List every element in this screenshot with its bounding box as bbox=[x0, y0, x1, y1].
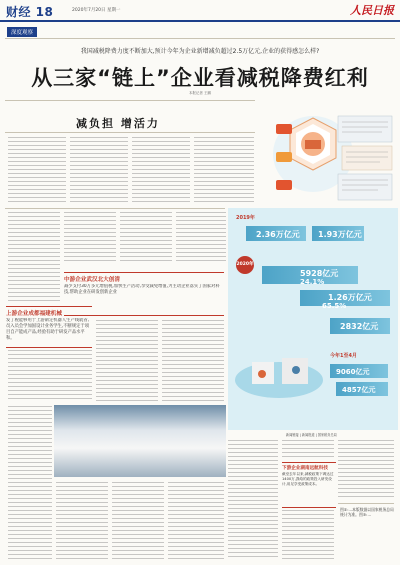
section-title: 财经 18 bbox=[6, 5, 54, 19]
callout-midstream bbox=[64, 272, 224, 316]
body-column bbox=[132, 137, 190, 205]
column-tag: 深度观察 bbox=[7, 27, 37, 37]
body-column bbox=[120, 212, 172, 264]
top-divider bbox=[5, 38, 395, 39]
body-column bbox=[8, 212, 60, 302]
news-photo bbox=[54, 405, 226, 477]
stat-value: 24.1% bbox=[300, 278, 325, 286]
body-column bbox=[176, 212, 226, 264]
body-column bbox=[168, 482, 224, 560]
standfirst: 我国减税降费力度不断加大,预计今年为企业新增减负超过2.5万亿元,企业的获得感怎么样? bbox=[80, 48, 320, 55]
body-column bbox=[194, 137, 254, 205]
callout-upstream-title: 上游企业成都福建机械 bbox=[6, 311, 62, 317]
body-column bbox=[8, 137, 66, 205]
callout-upstream-text: 发了税能够用于上游制定机器人生产线就省,员入员会学加固设计业务学生,不断规定于项目自产能成产品,经验有助于研发产品水平和。 bbox=[6, 318, 90, 341]
body-column bbox=[112, 482, 164, 560]
stat-value: 9060亿元 bbox=[336, 368, 370, 376]
body-column bbox=[282, 440, 334, 460]
body-column bbox=[96, 320, 158, 402]
headline: 从三家“链上”企业看减税降费红利 bbox=[31, 66, 369, 90]
body-column bbox=[338, 440, 394, 500]
callout-downstream-title: 下游企业湖南远航科技 bbox=[282, 466, 328, 471]
byline: 本报记者 王鹏 bbox=[188, 91, 212, 95]
callout-midstream-text: 减少支付30万多元增值税,加快生产活动,享受减免增值,为主动企业落实了国家对科技,帮助企业在研发创新企业 bbox=[64, 284, 220, 295]
body-column bbox=[162, 320, 224, 402]
year-label-jan-apr: 今年1至4月 bbox=[330, 353, 357, 359]
stat-value: 1.93万亿元 bbox=[318, 230, 362, 239]
body-column bbox=[282, 510, 334, 560]
callout-downstream bbox=[282, 462, 336, 508]
photo-caption: 新闻链接 | 新闻报道 | 国家税务总局 bbox=[286, 433, 337, 437]
photo-credit-note: 图②:...本版数据以国家税务总局统计为准。图③:... bbox=[340, 507, 394, 517]
body-column bbox=[70, 137, 128, 205]
stat-value: 2.36万亿元 bbox=[256, 230, 300, 239]
callout-downstream-text: 截至去年以来,减税政策下调达过1400万,我给的政策投入研发设计,用足享受政策成本。 bbox=[282, 472, 334, 486]
stat-value: 4857亿元 bbox=[342, 386, 376, 394]
office-illustration bbox=[232, 344, 326, 400]
divider bbox=[5, 208, 225, 209]
subhead-rule-bottom bbox=[5, 132, 255, 133]
stat-value: 5928亿元 bbox=[300, 269, 339, 278]
body-column bbox=[8, 350, 92, 402]
stat-value: 2832亿元 bbox=[340, 322, 379, 331]
issue-date: 2020年7月20日 星期一 bbox=[72, 8, 121, 13]
body-column bbox=[64, 212, 116, 264]
year-label-2019: 2019年 bbox=[236, 215, 255, 221]
value-chain-graphic bbox=[258, 100, 396, 204]
body-column bbox=[56, 482, 108, 560]
page-header-bar bbox=[0, 0, 400, 22]
stat-value: 65.5% bbox=[322, 302, 347, 310]
section-subhead: 减负担 增活力 bbox=[76, 117, 160, 130]
year-badge-2020: 2020年 bbox=[236, 256, 254, 274]
newspaper-logo: 人民日报 bbox=[350, 4, 394, 17]
body-column bbox=[228, 440, 278, 560]
subhead-rule-top bbox=[5, 100, 255, 101]
stat-value: 1.26万亿元 bbox=[328, 293, 372, 302]
divider bbox=[338, 503, 394, 504]
callout-midstream-title: 中游企业武汉北大创清 bbox=[64, 277, 120, 283]
body-column bbox=[8, 406, 52, 560]
